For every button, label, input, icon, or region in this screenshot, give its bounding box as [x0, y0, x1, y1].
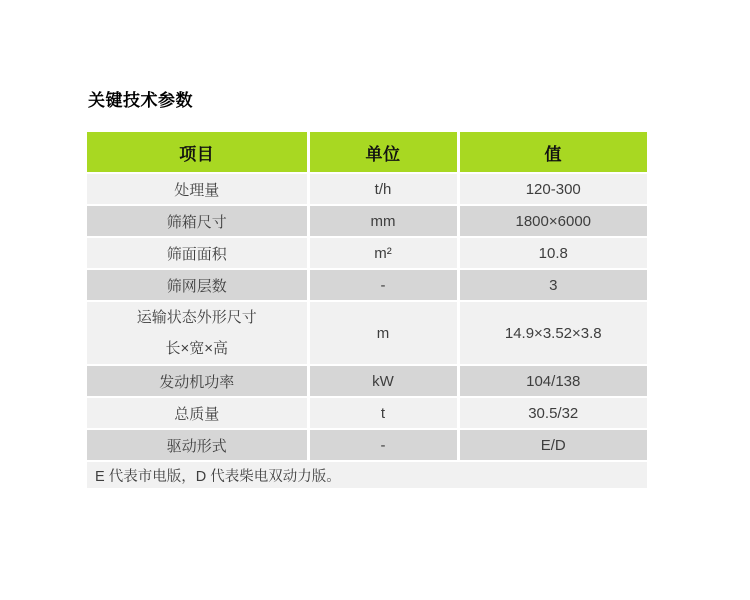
table-row [87, 301, 647, 365]
table-row [87, 237, 647, 269]
value-cell: 14.9×3.52×3.8 [458, 301, 647, 365]
value-cell: 3 [458, 269, 647, 301]
header-cell-item: 项目 [87, 132, 308, 173]
item-cell: 筛箱尺寸 [87, 205, 308, 237]
item-cell: 总质量 [87, 397, 308, 429]
value-cell: 1800×6000 [458, 205, 647, 237]
item-cell: 发动机功率 [87, 365, 308, 397]
value-cell: 120-300 [458, 173, 647, 205]
item-line-2: 长×宽×高 [165, 340, 229, 357]
table-row [87, 397, 647, 429]
specs-table [87, 132, 647, 488]
table-row [87, 365, 647, 397]
unit-cell: - [308, 429, 458, 461]
value-cell: 30.5/32 [458, 397, 647, 429]
table-footnote: E 代表市电版，D 代表柴电双动力版。 [87, 461, 647, 488]
value-cell: 10.8 [458, 237, 647, 269]
content-area [87, 86, 647, 488]
unit-cell: m² [308, 237, 458, 269]
value-cell: 104/138 [458, 365, 647, 397]
page-title: 关键技术参数 [88, 91, 193, 110]
unit-cell: t [308, 397, 458, 429]
unit-cell: t/h [308, 173, 458, 205]
table-row [87, 269, 647, 301]
table-row [87, 205, 647, 237]
item-cell: 筛面面积 [87, 237, 308, 269]
unit-cell: mm [308, 205, 458, 237]
table-row [87, 173, 647, 205]
item-cell: 筛网层数 [87, 269, 308, 301]
item-line-1: 运输状态外形尺寸 [136, 309, 257, 326]
header-cell-unit: 单位 [308, 132, 458, 173]
item-cell [87, 301, 308, 365]
item-cell: 驱动形式 [87, 429, 308, 461]
table-row [87, 429, 647, 461]
header-row [87, 132, 647, 173]
header-cell-value: 值 [458, 132, 647, 173]
unit-cell: m [308, 301, 458, 365]
item-cell: 处理量 [87, 173, 308, 205]
footnote-row [87, 461, 647, 488]
unit-cell: - [308, 269, 458, 301]
unit-cell: kW [308, 365, 458, 397]
value-cell: E/D [458, 429, 647, 461]
